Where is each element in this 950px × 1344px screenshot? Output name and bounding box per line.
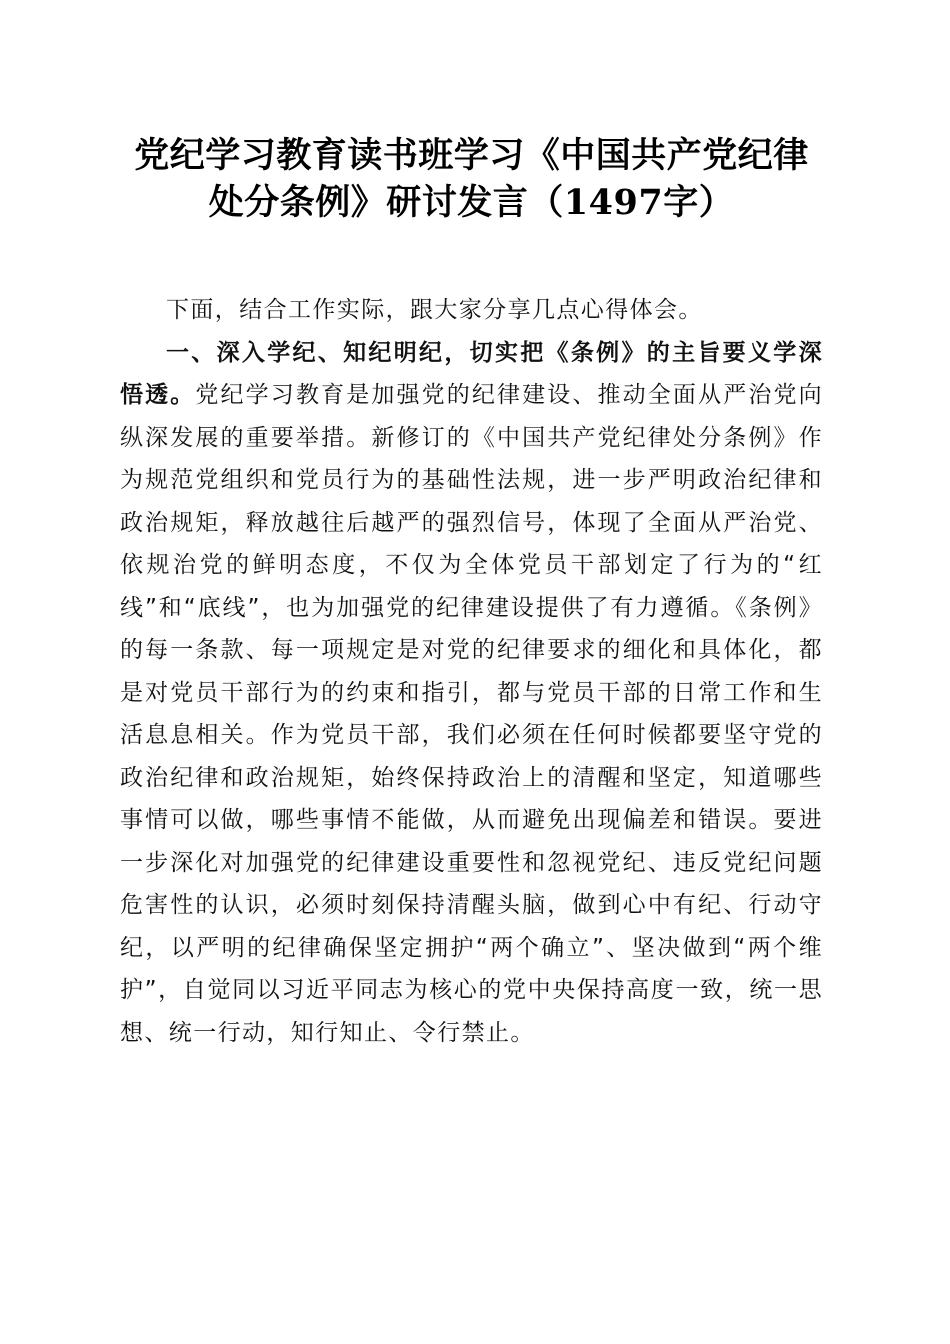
document-title: 党纪学习教育读书班学习《中国共产党纪律处分条例》研讨发言（1497字） [134,135,809,223]
section-1-body: 党纪学习教育是加强党的纪律建设、推动全面从严治党向纵深发展的重要举措。新修订的《中国共产党纪律处分条例》作为规范党组织和党员行为的基础性法规，进一步严明政治纪律和政治规矩，释放越往后越严的强烈信号，体现了全面从严治党、依规治党的鲜明态度，不仅为全体党员干部划定了行为的“红线”和“底线”，也为加强党的纪律建设提供了有力遵循。《条例》的每一条款、每一项规定是对党的纪律要求的细化和具体化，都是对党员干部行为的约束和指引，都与党员干部的日常工作和生活息息相关。作为党员干部，我们必须在任何时候都要坚守党的政治纪律和政治规矩，始终保持政治上的清醒和坚定，知道哪些事情可以做，哪些事情不能做，从而避免出现偏差和错误。要进一步深化对加强党的纪律建设重要性和忽视党纪、违反党纪问题危害性的认识，必须时刻保持清醒头脑，做到心中有纪、行动守纪，以严明的纪律确保坚定拥护“两个确立”、坚决做到“两个维护”，自觉同以习近平同志为核心的党中央保持高度一致，统一思想、统一行动，知行知止、令行禁止。 [120,382,824,1046]
document-page [120,132,823,1054]
intro-paragraph: 下面，结合工作实际，跟大家分享几点心得体会。 [166,297,703,323]
section-1-heading: 一、深入学纪、知纪明纪，切实把《条例》的主旨要义学深悟透。 [120,339,823,408]
section-1-paragraph [120,332,823,1055]
document-body [120,289,823,1054]
